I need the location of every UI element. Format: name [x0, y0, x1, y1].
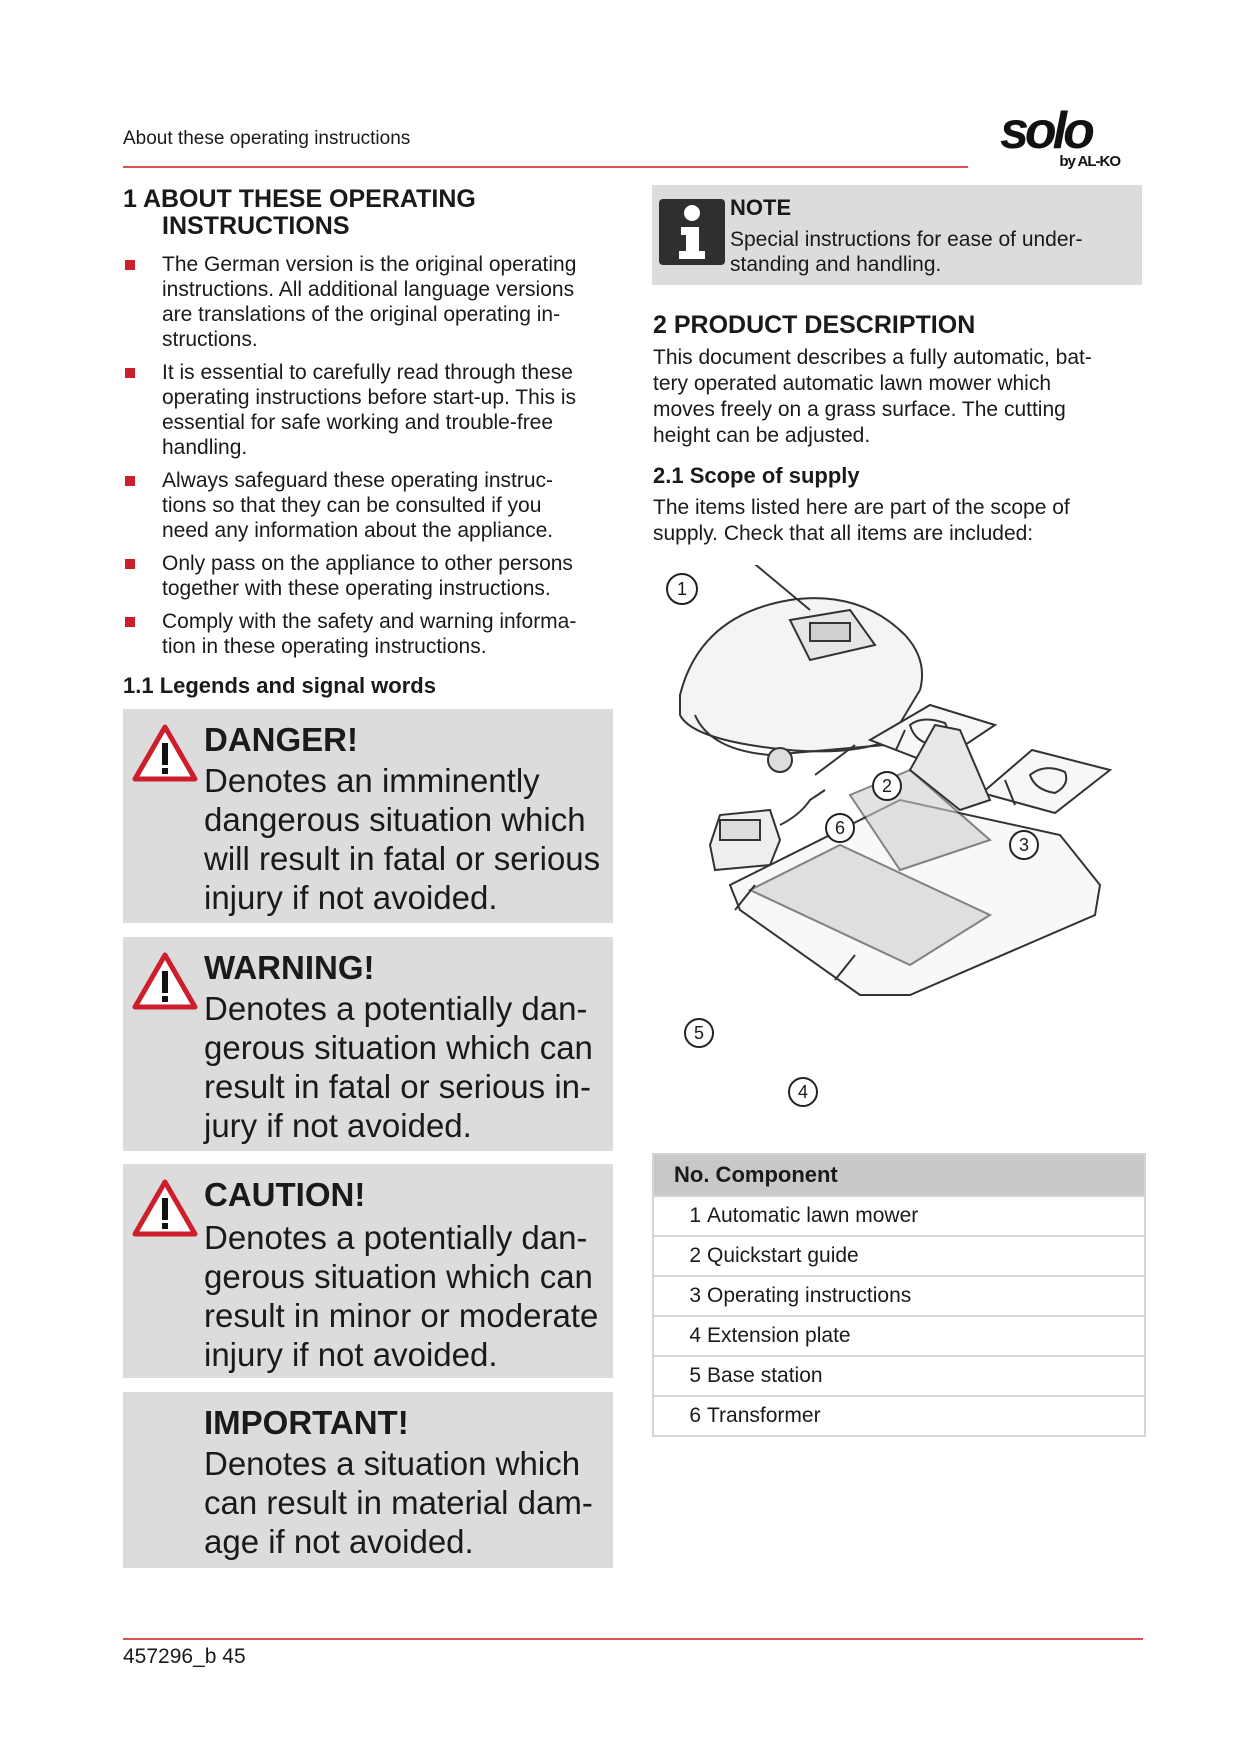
component-table-wrapper	[652, 1153, 1146, 1437]
bullet-square-icon	[125, 368, 135, 378]
note-text: Special instructions for ease of under- standing and handling.	[730, 228, 1083, 276]
row-number: 1	[654, 1196, 701, 1236]
product-description: This document describes a fully automatic, bat- tery operated automatic lawn mower which moves freely on a grass surface. The cutting height can be adjusted.	[653, 346, 1092, 447]
operating-instructions-drawing	[982, 750, 1110, 813]
row-number: 4	[654, 1316, 701, 1356]
callout-6: 6	[825, 813, 855, 843]
row-component: Operating instructions	[701, 1276, 1144, 1316]
instruction-bullets	[123, 252, 613, 659]
callout-3: 3	[1009, 830, 1039, 860]
callout-4: 4	[788, 1077, 818, 1107]
scope-of-supply-illustration	[660, 565, 1130, 1105]
info-icon	[659, 199, 725, 265]
danger-warning-triangle-icon	[132, 723, 198, 783]
bullet-item: It is essential to carefully read through these operating instructions before start-up. This is essential for safe working and trouble-free handling.	[123, 360, 613, 460]
row-component: Quickstart guide	[701, 1236, 1144, 1276]
row-number: 3	[654, 1276, 701, 1316]
logo-wordmark: solo	[1000, 102, 1091, 160]
row-number: 5	[654, 1356, 701, 1396]
row-number: 6	[654, 1396, 701, 1435]
caution-text: Denotes a potentially dan- gerous situation which can result in minor or moderate injury if not avoided.	[204, 1219, 599, 1373]
logo-subtitle: by AL-KO	[1059, 153, 1120, 170]
row-component: Base station	[701, 1356, 1144, 1396]
footer-doc-id: 457296_b 45	[123, 1645, 246, 1668]
bullet-square-icon	[125, 260, 135, 270]
important-title: IMPORTANT!	[204, 1404, 409, 1441]
table-header-row	[654, 1155, 1144, 1196]
note-box	[652, 185, 1142, 285]
caution-box	[123, 1164, 613, 1378]
row-number: 2	[654, 1236, 701, 1276]
bullet-item: Comply with the safety and warning informa- tion in these operating instructions.	[123, 609, 613, 659]
subsection-1-1-heading: 1.1 Legends and signal words	[123, 673, 436, 698]
section-1	[123, 186, 613, 699]
footer-rule	[123, 1638, 1143, 1640]
bullet-item: Only pass on the appliance to other persons together with these operating instructions.	[123, 551, 613, 601]
section-2	[653, 312, 1153, 547]
danger-title: DANGER!	[204, 721, 358, 758]
bullet-item: Always safeguard these operating instruc- tions so that they can be consulted if you need any information about the appliance.	[123, 468, 613, 543]
table-row	[654, 1196, 1144, 1236]
danger-text: Denotes an imminently dangerous situation which will result in fatal or serious injury if not avoided.	[204, 762, 601, 916]
row-component: Extension plate	[701, 1316, 1144, 1356]
section-number: 1	[123, 185, 137, 213]
callout-5: 5	[684, 1018, 714, 1048]
bullet-item: The German version is the original operating instructions. All additional language versions are translations of the original operating in- structions.	[123, 252, 613, 352]
scope-intro: The items listed here are part of the scope of supply. Check that all items are included:	[653, 496, 1070, 545]
note-title: NOTE	[730, 195, 792, 220]
brand-logo	[1000, 102, 1120, 175]
table-row	[654, 1276, 1144, 1316]
bullet-square-icon	[125, 476, 135, 486]
running-header: About these operating instructions	[123, 128, 411, 149]
section-2-heading: 2 PRODUCT DESCRIPTION	[653, 311, 976, 339]
table-row	[654, 1236, 1144, 1276]
table-row	[654, 1396, 1144, 1435]
warning-box	[123, 937, 613, 1151]
row-component: Transformer	[701, 1396, 1144, 1435]
bullet-square-icon	[125, 559, 135, 569]
subsection-2-1-heading: 2.1 Scope of supply	[653, 463, 860, 488]
section-heading-line1: ABOUT THESE OPERATING	[142, 185, 476, 213]
caution-triangle-icon	[132, 1178, 198, 1238]
callout-2: 2	[872, 771, 902, 801]
table-row	[654, 1356, 1144, 1396]
row-component: Automatic lawn mower	[701, 1196, 1144, 1236]
caution-title: CAUTION!	[204, 1176, 366, 1213]
warning-triangle-icon	[132, 951, 198, 1011]
danger-box	[123, 709, 613, 923]
component-table	[654, 1155, 1144, 1435]
important-text: Denotes a situation which can result in material dam- age if not avoided.	[204, 1445, 593, 1560]
table-header: No. Component	[654, 1155, 1144, 1196]
callout-1: 1	[666, 573, 698, 605]
important-box	[123, 1392, 613, 1568]
table-row	[654, 1316, 1144, 1356]
bullet-square-icon	[125, 617, 135, 627]
warning-title: WARNING!	[204, 949, 375, 986]
section-heading-line2: INSTRUCTIONS	[162, 212, 350, 240]
warning-text: Denotes a potentially dan- gerous situation which can result in fatal or serious in- jury if not avoided.	[204, 990, 593, 1144]
header-rule	[123, 166, 968, 168]
section-1-heading	[123, 186, 613, 240]
